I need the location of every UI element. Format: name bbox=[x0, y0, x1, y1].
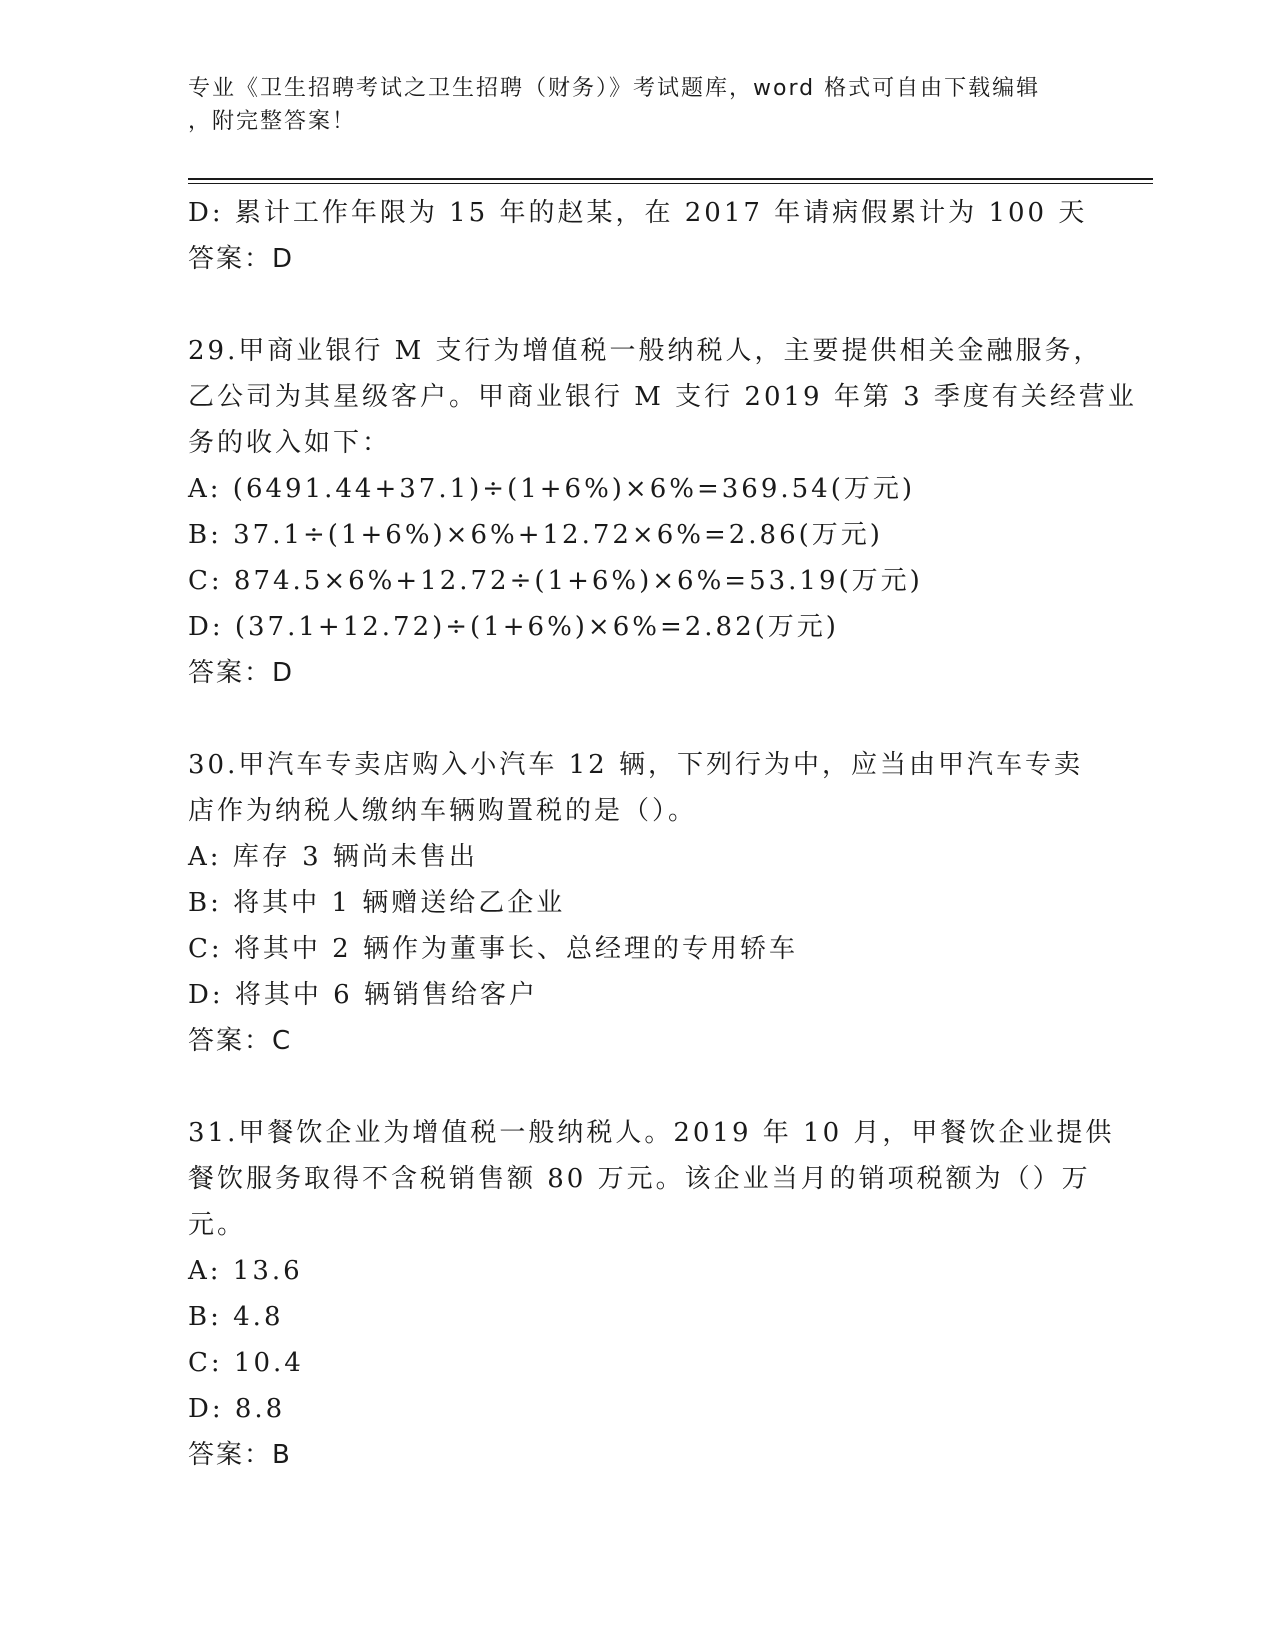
option-c: C: 10.4 bbox=[188, 1348, 304, 1378]
answer-line: 答案：D bbox=[188, 244, 295, 274]
option-b: B: 37.1÷(1+6%)×6%+12.72×6%=2.86(万元) bbox=[188, 520, 883, 550]
option-c: C: 874.5×6%+12.72÷(1+6%)×6%=53.19(万元) bbox=[188, 566, 923, 596]
header-line-1: 专业《卫生招聘考试之卫生招聘（财务）》考试题库，word 格式可自由下载编辑 bbox=[188, 76, 1041, 101]
document-header bbox=[188, 72, 1088, 138]
option-a: A: 库存 3 辆尚未售出 bbox=[188, 842, 478, 872]
question-stem-line: 店作为纳税人缴纳车辆购置税的是（）。 bbox=[188, 796, 698, 826]
question-stem-line: 餐饮服务取得不含税销售额 80 万元。该企业当月的销项税额为（）万 bbox=[188, 1164, 1091, 1194]
option-b: B: 将其中 1 辆赠送给乙企业 bbox=[188, 888, 566, 918]
spacer bbox=[188, 1064, 1088, 1110]
header-divider-thin bbox=[188, 183, 1153, 184]
option-c: C: 将其中 2 辆作为董事长、总经理的专用轿车 bbox=[188, 934, 798, 964]
question-stem-line: 31.甲餐饮企业为增值税一般纳税人。2019 年 10 月，甲餐饮企业提供 bbox=[188, 1118, 1115, 1148]
option-a: A: (6491.44+37.1)÷(1+6%)×6%=369.54(万元) bbox=[188, 474, 916, 504]
option-d: D: 8.8 bbox=[188, 1394, 286, 1424]
option-d: D: 将其中 6 辆销售给客户 bbox=[188, 980, 538, 1010]
header-line-2: ，附完整答案！ bbox=[188, 109, 357, 134]
answer-line: 答案：D bbox=[188, 658, 295, 688]
question-stem-line: 30.甲汽车专卖店购入小汽车 12 辆，下列行为中，应当由甲汽车专卖 bbox=[188, 750, 1083, 780]
answer-line: 答案：C bbox=[188, 1026, 293, 1056]
question-stem-line: 元。 bbox=[188, 1210, 247, 1240]
question-stem-line: 29.甲商业银行 M 支行为增值税一般纳税人，主要提供相关金融服务， bbox=[188, 336, 1103, 366]
question-stem-line: 务的收入如下： bbox=[188, 428, 392, 458]
prev-question-tail bbox=[188, 190, 1088, 282]
spacer bbox=[188, 282, 1088, 328]
option-d: D: (37.1+12.72)÷(1+6%)×6%=2.82(万元) bbox=[188, 612, 839, 642]
spacer bbox=[188, 696, 1088, 742]
option-d: D: 累计工作年限为 15 年的赵某，在 2017 年请病假累计为 100 天 bbox=[188, 198, 1088, 228]
question-30 bbox=[188, 742, 1088, 1064]
option-b: B: 4.8 bbox=[188, 1302, 284, 1332]
question-stem-line: 乙公司为其星级客户。甲商业银行 M 支行 2019 年第 3 季度有关经营业 bbox=[188, 382, 1137, 412]
document-body bbox=[188, 190, 1137, 1478]
header-divider-thick bbox=[188, 178, 1153, 180]
option-a: A: 13.6 bbox=[188, 1256, 303, 1286]
answer-line: 答案：B bbox=[188, 1440, 292, 1470]
question-29 bbox=[188, 328, 1137, 696]
question-31 bbox=[188, 1110, 1115, 1478]
